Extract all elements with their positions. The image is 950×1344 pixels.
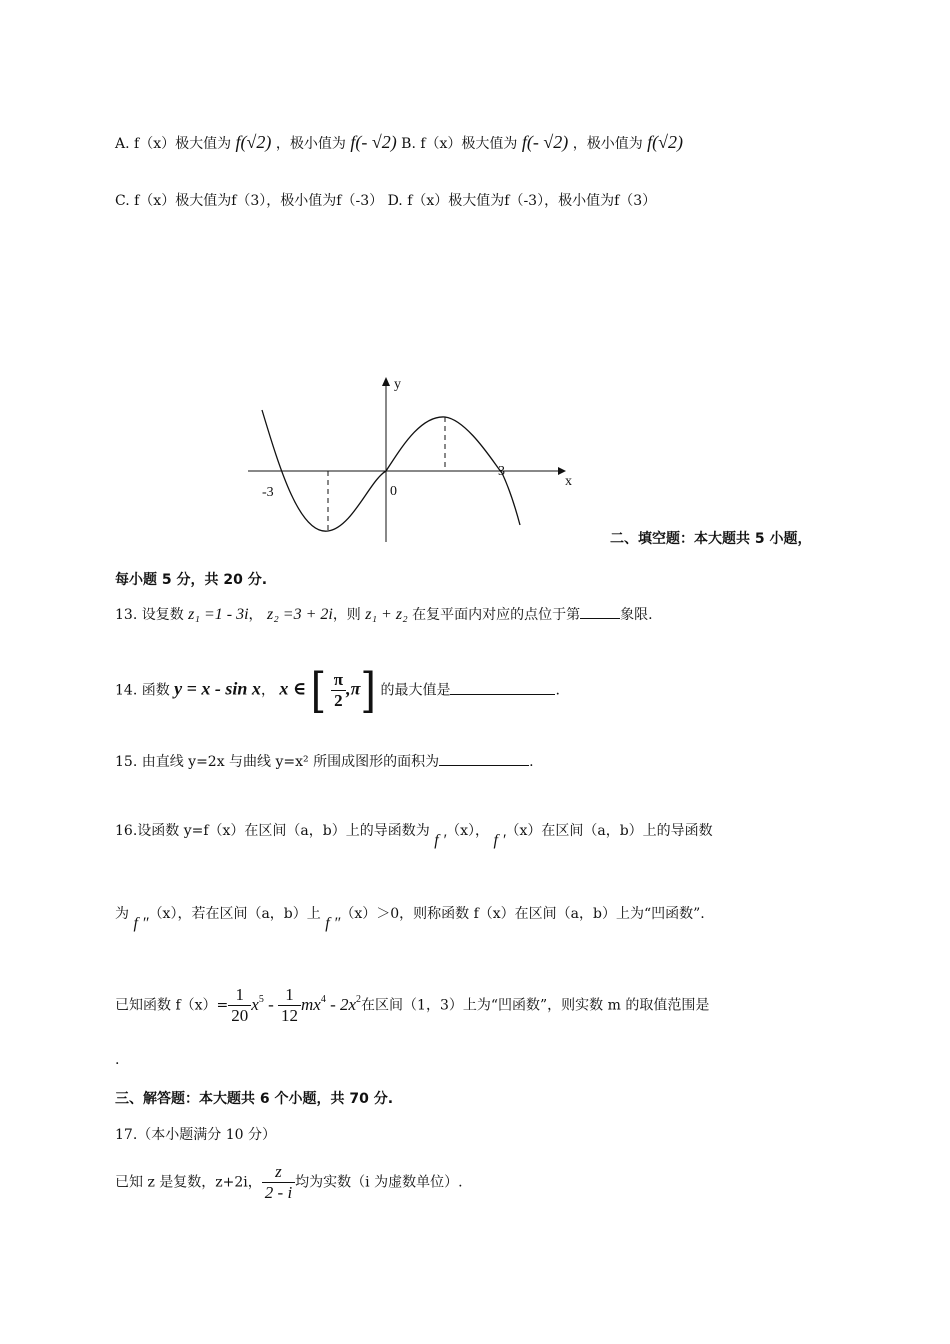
q14-pi: π xyxy=(331,670,346,691)
tick-neg3: -3 xyxy=(262,485,274,500)
q14-left-bracket: [ xyxy=(310,662,327,719)
section2-heading-part2: 每小题 5 分，共 20 分. xyxy=(115,572,268,588)
q16-l3-pre: 已知函数 f（x）= xyxy=(115,997,229,1014)
q16-l1-mid: （x）， xyxy=(446,823,490,839)
q14-pi-end: ,π xyxy=(346,678,361,699)
question-17-body xyxy=(115,1162,463,1203)
question-16-line1 xyxy=(115,820,713,850)
q16-frac1-num: 1 xyxy=(228,985,251,1006)
y-axis-arrow xyxy=(382,377,390,386)
q14-pi-over-2 xyxy=(331,670,346,711)
option-a-label: A. f（x）极大值为 xyxy=(115,136,232,152)
q17-frac-den: 2 - i xyxy=(264,1183,293,1202)
q14-post: 的最大值是 xyxy=(380,682,451,699)
q16-frac2-den: 12 xyxy=(280,1006,298,1025)
q15-end: . xyxy=(529,754,534,770)
q13-then: ，则 xyxy=(332,607,361,623)
question-17-title: 17.（本小题满分 10 分） xyxy=(115,1127,276,1143)
option-c: C. f（x）极大值为f（3），极小值为f（-3） xyxy=(115,193,384,209)
q16-l2-pre: 为 xyxy=(115,906,129,922)
q16-term1: $x^5$ - xyxy=(251,993,278,1014)
option-c-d-line xyxy=(115,190,656,210)
y-label: y xyxy=(394,377,401,392)
option-b-mid: ，极小值为 xyxy=(572,136,643,152)
q16-l3-post: 在区间（1，3）上为“凹函数”，则实数 m 的取值范围是 xyxy=(361,997,710,1014)
function-graph xyxy=(240,370,580,550)
q16-f-double-prime-2: f ″ xyxy=(325,915,341,932)
question-15 xyxy=(115,751,534,771)
option-b-label: B. f（x）极大值为 xyxy=(401,136,518,152)
option-a-b-line xyxy=(115,132,683,153)
q14-pre: 函数 xyxy=(141,682,170,699)
q14-domain-pre: x ∈ xyxy=(279,678,307,699)
option-a-min-expr: f(- √2) xyxy=(350,132,397,152)
q13-z2: z₂ =3 + 2i xyxy=(266,606,333,623)
q16-l2-post: （x）＞0，则称函数 f（x）在区间（a，b）上为“凹函数”. xyxy=(340,906,705,922)
q13-blank xyxy=(580,606,620,619)
option-d: D. f（x）极大值为f（-3），极小值为f（3） xyxy=(387,193,657,209)
q16-f-double-prime-1: f ″ xyxy=(133,915,149,932)
q14-two: 2 xyxy=(334,691,343,710)
q14-func: y = x - sin x xyxy=(174,678,261,699)
question-13: 13. 设复数 z₁ =1 - 3i， z₂ =3 + 2i，则 z₁ + z₂ 在复平面内对应的点位于第 象限. xyxy=(115,606,653,623)
q16-frac-1-12 xyxy=(278,985,301,1026)
q13-post: 在复平面内对应的点位于第 xyxy=(412,607,581,623)
q17-pre: 已知 z 是复数，z+2i， xyxy=(115,1174,262,1191)
q16-l2-mid1: （x），若在区间（a，b）上 xyxy=(148,906,321,922)
option-a-max-expr: f(√2) xyxy=(235,132,272,152)
q16-frac1-den: 20 xyxy=(231,1006,249,1025)
q16-term2: $mx^4 - 2x^2$ xyxy=(300,993,362,1014)
q13-pre: 设复数 xyxy=(141,607,184,623)
q13-number: 13. xyxy=(115,607,138,623)
q17-frac-num: z xyxy=(262,1162,295,1183)
q16-l1-post: （x）在区间（a，b）上的导函数 xyxy=(505,823,713,839)
q14-number: 14. xyxy=(115,682,138,699)
q16-trailing-dot: . xyxy=(115,1052,120,1068)
q17-post: 均为实数（i 为虚数单位）. xyxy=(295,1174,463,1191)
q16-f-prime-1: f ′ xyxy=(434,832,447,849)
option-a-mid: ，极小值为 xyxy=(275,136,346,152)
section2-heading-part1: 二、填空题：本大题共 5 小题， xyxy=(610,531,812,547)
x-label: x xyxy=(565,474,572,489)
q13-z1: z₁ =1 - 3i xyxy=(188,606,249,623)
question-14: 14. 函数 y = x - sin x， x ∈ [ $\frac{\pi}{2}$ ,π] 的最大值是 . xyxy=(115,662,560,719)
q16-frac-1-20 xyxy=(228,985,251,1026)
question-16-line2 xyxy=(115,903,705,933)
q16-l1-pre: 16.设函数 y=f（x）在区间（a，b）上的导函数为 xyxy=(115,823,430,839)
section3-heading: 三、解答题：本大题共 6 个小题，共 70 分. xyxy=(115,1091,394,1107)
q16-frac2-num: 1 xyxy=(278,985,301,1006)
option-b-min-expr: f(√2) xyxy=(647,132,684,152)
q14-blank xyxy=(450,682,555,695)
q15-blank xyxy=(439,753,529,766)
q15-text: 15. 由直线 y=2x 与曲线 y=x² 所围成图形的面积为 xyxy=(115,754,440,770)
tick-origin: 0 xyxy=(390,484,397,499)
q14-right-bracket: ] xyxy=(360,662,376,719)
tick-pos3: 3 xyxy=(498,464,505,479)
option-b-max-expr: f(- √2) xyxy=(521,132,569,152)
q13-end: 象限. xyxy=(620,607,653,623)
q13-sum: z₁ + z₂ xyxy=(365,606,408,623)
question-16-line3 xyxy=(115,985,709,1026)
q17-fraction xyxy=(262,1162,295,1203)
q14-end: . xyxy=(555,682,560,699)
q16-f-prime-2: f ′ xyxy=(493,832,506,849)
